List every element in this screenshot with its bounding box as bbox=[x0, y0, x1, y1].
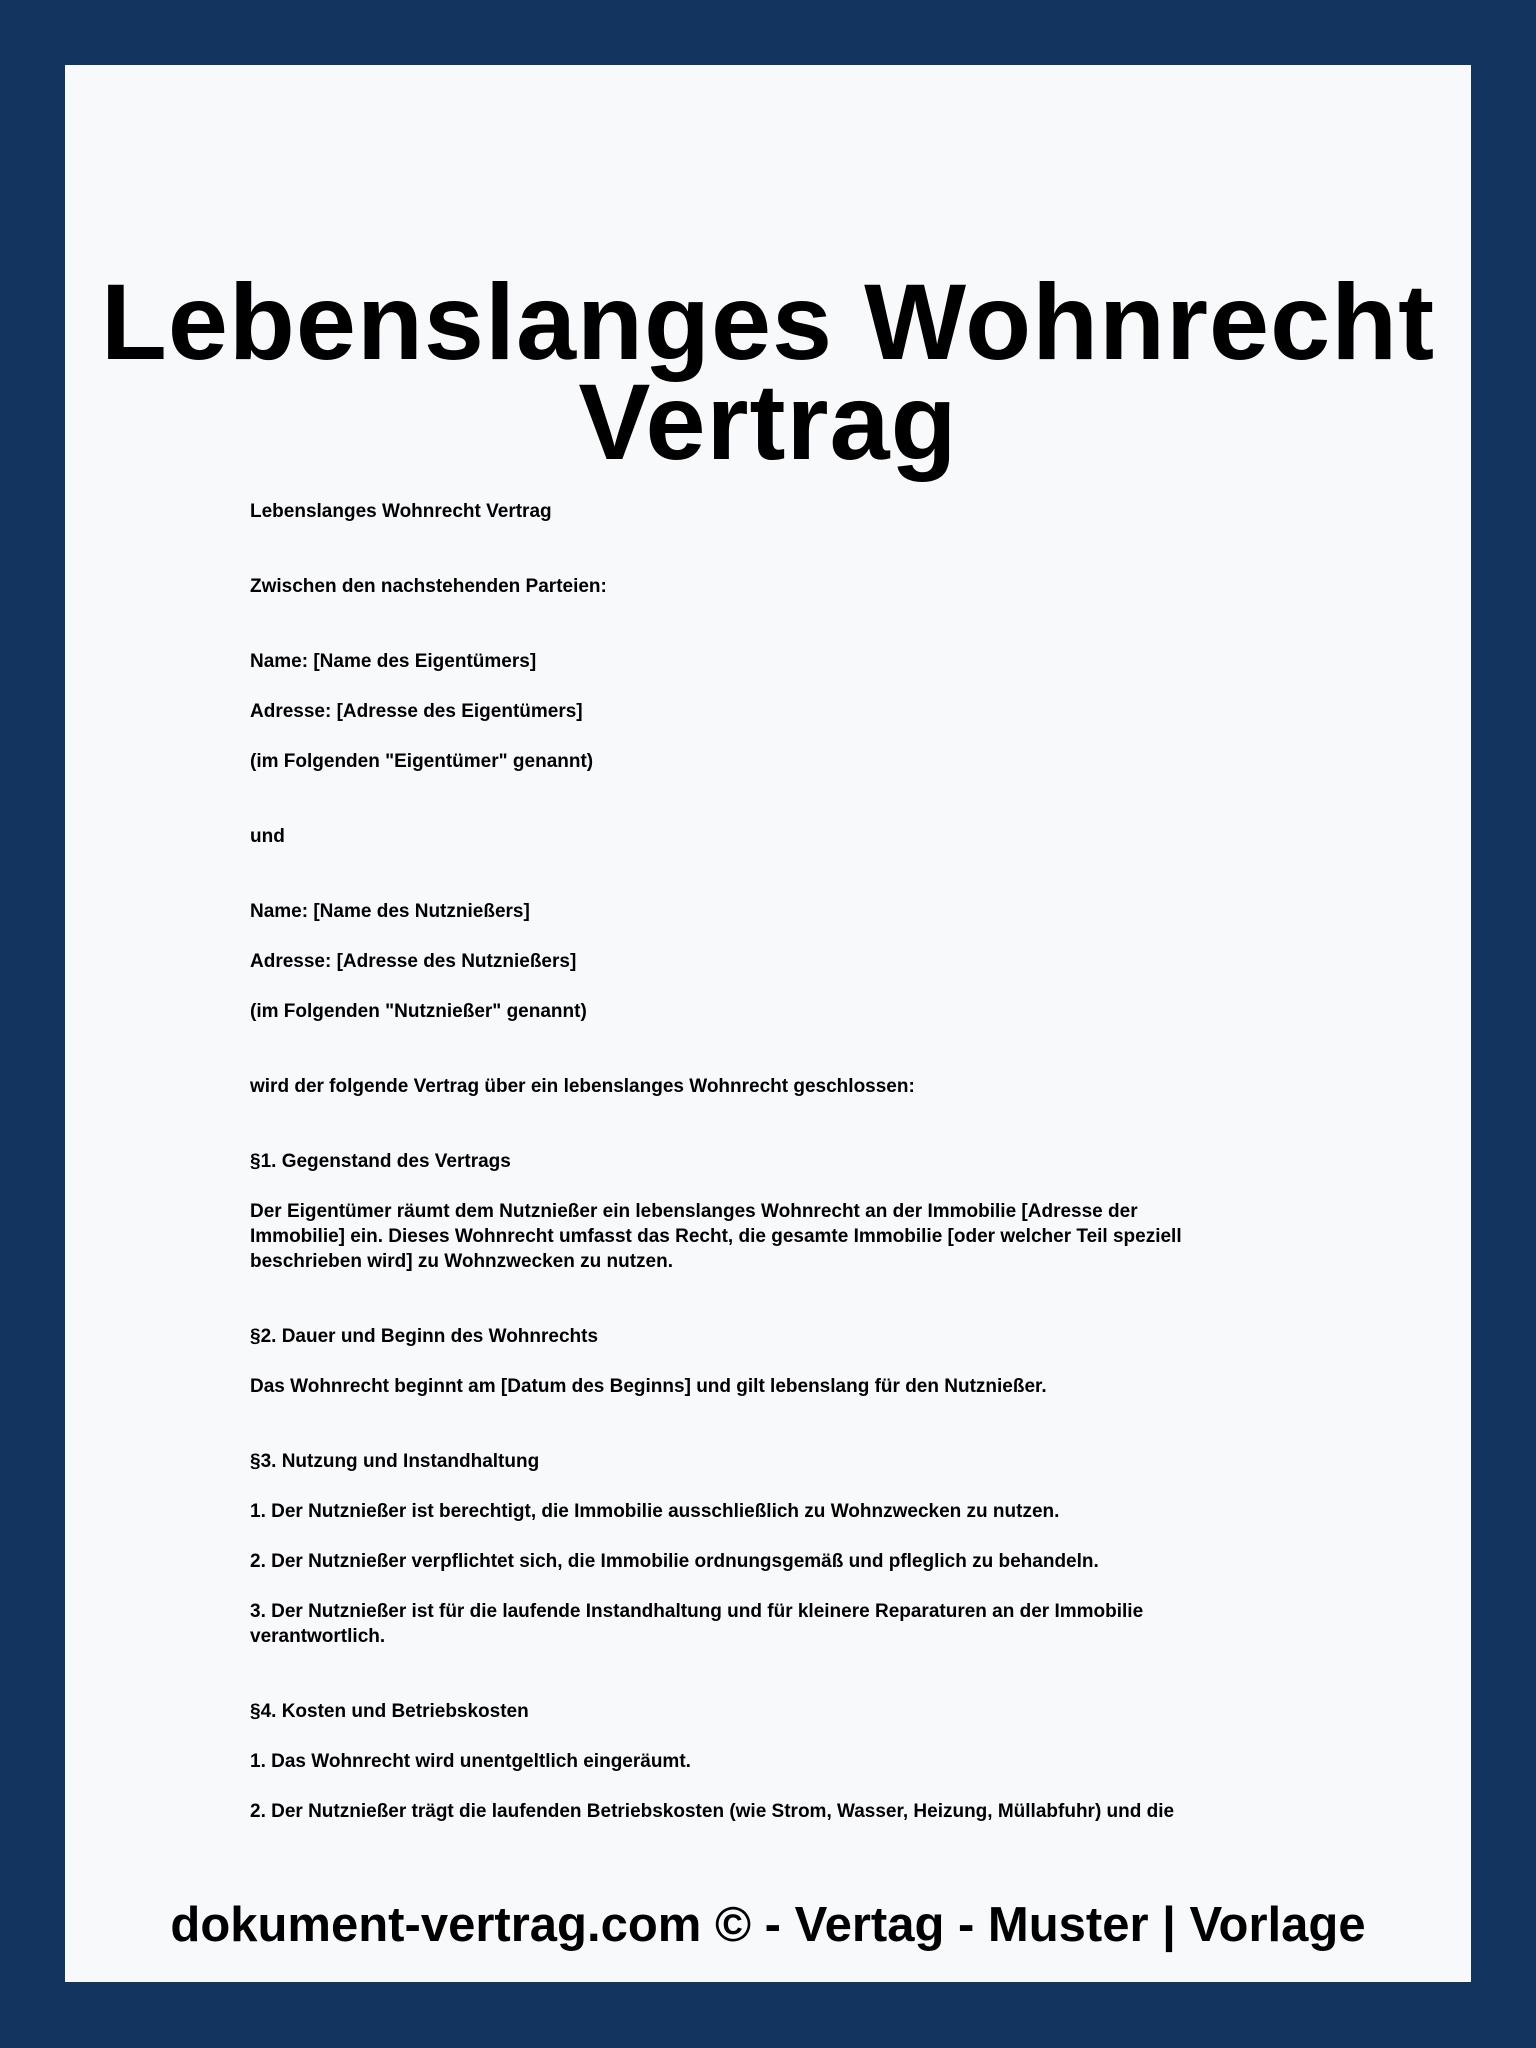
document-title-line-1: Lebenslanges Wohnrecht bbox=[100, 261, 1436, 383]
beneficiary-name: Name: [Name des Nutznießers] bbox=[250, 901, 530, 922]
doc-heading: Lebenslanges Wohnrecht Vertrag bbox=[250, 501, 552, 522]
section-1-heading: §1. Gegenstand des Vertrags bbox=[250, 1151, 511, 1172]
section-1-text: Der Eigentümer räumt dem Nutznießer ein lebenslanges Wohnrecht an der Immobilie [Adresse der Immobilie] ein. Dieses Wohnrecht umfasst das Recht, die gesamte Immobilie [oder welcher Teil speziell beschrieben wird] zu Wohnzwecken zu nutzen. bbox=[250, 1201, 1182, 1272]
section-4-item-1: 1. Das Wohnrecht wird unentgeltlich eingeräumt. bbox=[250, 1751, 691, 1772]
owner-designation: (im Folgenden "Eigentümer" genannt) bbox=[250, 751, 594, 772]
owner-name: Name: [Name des Eigentümers] bbox=[250, 651, 537, 672]
beneficiary-designation: (im Folgenden "Nutznießer" genannt) bbox=[250, 1001, 587, 1022]
document-body bbox=[250, 499, 1330, 1824]
section-3-heading: §3. Nutzung und Instandhaltung bbox=[250, 1451, 540, 1472]
document-title-line-2: Vertrag bbox=[578, 361, 958, 483]
conjunction-und: und bbox=[250, 826, 285, 847]
section-2-heading: §2. Dauer und Beginn des Wohnrechts bbox=[250, 1326, 599, 1347]
section-4-item-2: 2. Der Nutznießer trägt die laufenden Betriebskosten (wie Strom, Wasser, Heizung, Müllabfuhr) und die bbox=[250, 1801, 1175, 1822]
owner-address: Adresse: [Adresse des Eigentümers] bbox=[250, 701, 583, 722]
section-2-text: Das Wohnrecht beginnt am [Datum des Beginns] und gilt lebenslang für den Nutznießer. bbox=[250, 1376, 1047, 1397]
beneficiary-address: Adresse: [Adresse des Nutznießers] bbox=[250, 951, 577, 972]
document-title bbox=[65, 261, 1471, 483]
section-3-item-3: 3. Der Nutznießer ist für die laufende Instandhaltung und für kleinere Reparaturen an der Immobilie verantwortlich. bbox=[250, 1601, 1144, 1647]
contract-preamble: wird der folgende Vertrag über ein lebenslanges Wohnrecht geschlossen: bbox=[250, 1076, 915, 1097]
section-4-heading: §4. Kosten und Betriebskosten bbox=[250, 1701, 529, 1722]
section-3-item-2: 2. Der Nutznießer verpflichtet sich, die Immobilie ordnungsgemäß und pfleglich zu behandeln. bbox=[250, 1551, 1099, 1572]
parties-intro: Zwischen den nachstehenden Parteien: bbox=[250, 576, 607, 597]
site-footer: dokument-vertrag.com © - Vertag - Muster | Vorlage bbox=[170, 1898, 1366, 1952]
document-page bbox=[65, 65, 1471, 1982]
section-3-item-1: 1. Der Nutznießer ist berechtigt, die Immobilie ausschließlich zu Wohnzwecken zu nutzen. bbox=[250, 1501, 1060, 1522]
